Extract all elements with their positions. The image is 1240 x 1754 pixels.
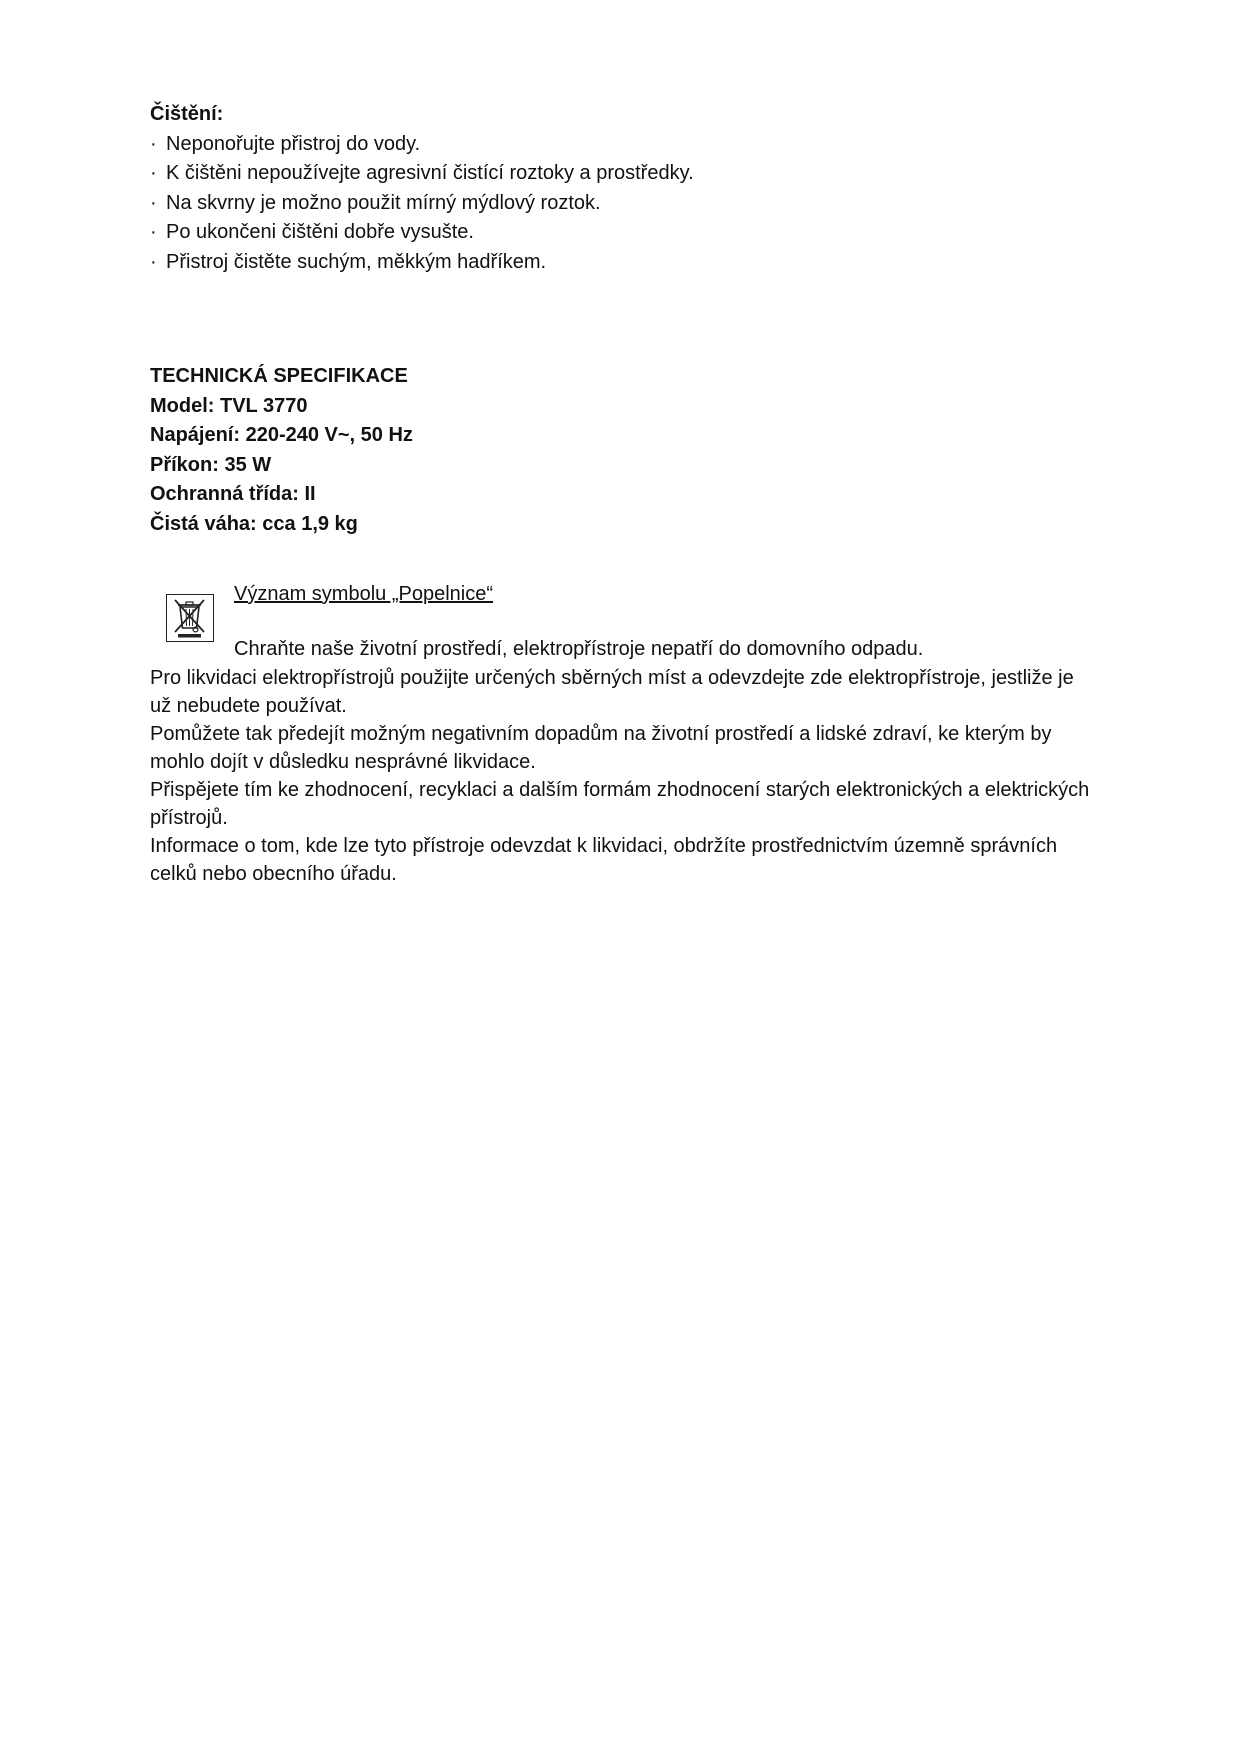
- spec-protection-class: Ochranná třída: II: [150, 483, 316, 505]
- wheelie-bin-icon-graphic: [167, 595, 212, 640]
- weee-paragraph: Informace o tom, kde lze tyto přístroje odevzdat k likvidaci, obdržíte prostřednictvím územně správních celků nebo obecního úřadu.: [150, 835, 1058, 885]
- spec-heading: TECHNICKÁ SPECIFIKACE: [150, 365, 408, 387]
- bullet-icon: ·: [150, 132, 157, 155]
- weee-paragraph: Pro likvidaci elektropřístrojů použijte určených sběrných míst a odevzdejte zde elektropřístroje, jestliže je už nebudete používat.: [150, 667, 1074, 717]
- spec-power-supply: Napájení: 220-240 V~, 50 Hz: [150, 424, 413, 446]
- bullet-icon: ·: [150, 221, 157, 243]
- cleaning-item-text: Na skvrny je možno použit mírný mýdlový roztok.: [166, 191, 601, 214]
- weee-first-line: Chraňte naše životní prostředí, elektropřístroje nepatří do domovního odpadu.: [234, 638, 924, 660]
- spec-model: Model: TVL 3770: [150, 394, 308, 417]
- weee-paragraph: Pomůžete tak předejít možným negativním dopadům na životní prostředí a lidské zdraví, ke kterým by mohlo dojít v důsledku nesprávné likvidace.: [150, 723, 1052, 773]
- bullet-icon: ·: [150, 191, 157, 214]
- weee-title: Význam symbolu „Popelnice“: [234, 583, 493, 605]
- cleaning-item-text: Po ukončeni čištěni dobře vysušte.: [166, 221, 474, 243]
- cleaning-item-text: K čištěni nepoužívejte agresivní čistící roztoky a prostředky.: [166, 162, 694, 184]
- specification-section: [150, 362, 413, 539]
- crossed-out-wheelie-bin-icon: [166, 594, 214, 642]
- bullet-icon: ·: [150, 250, 157, 273]
- weee-body: [150, 664, 1090, 888]
- spec-net-weight: Čistá váha: cca 1,9 kg: [150, 512, 358, 535]
- cleaning-section: [150, 100, 694, 277]
- cleaning-item: [150, 130, 694, 160]
- cleaning-heading: Čištění:: [150, 103, 224, 125]
- cleaning-item: [150, 189, 694, 219]
- cleaning-item: [150, 248, 694, 278]
- cleaning-item: [150, 159, 694, 189]
- weee-paragraph: Přispějete tím ke zhodnocení, recyklaci a dalším formám zhodnocení starých elektronických a elektrických přístrojů.: [150, 779, 1090, 829]
- cleaning-item-text: Neponořujte přistroj do vody.: [166, 132, 421, 155]
- spec-power-input: Příkon: 35 W: [150, 453, 272, 476]
- cleaning-item-text: Přistroj čistěte suchým, měkkým hadříkem.: [166, 250, 547, 273]
- bullet-icon: ·: [150, 162, 157, 184]
- cleaning-item: [150, 218, 694, 248]
